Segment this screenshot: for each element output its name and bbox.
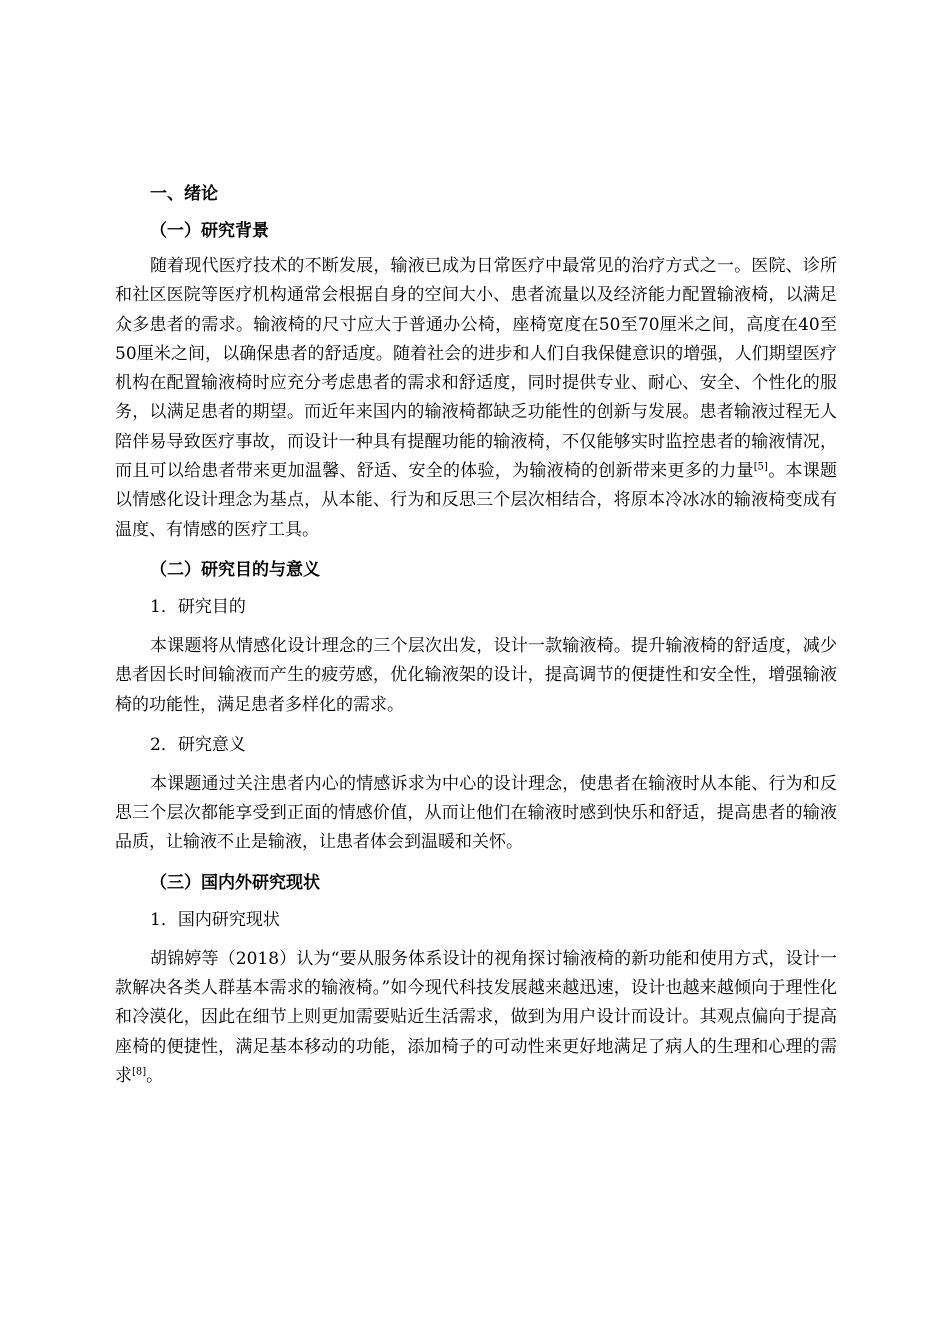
paragraph-background-text: 随着现代医疗技术的不断发展，输液已成为日常医疗中最常见的治疗方式之一。医院、诊所和社区医院等医疗机构通常会根据自身的空间大小、患者流量以及经济能力配置输液椅，以满足众多患者的需求。输液椅的尺寸应大于普通办公椅，座椅宽度在50至70厘米之间，高度在40至50厘米之间，以确保患者的舒适度。随着社会的进步和人们自我保健意识的增强，人们期望医疗机构在配置输液椅时应充分考虑患者的需求和舒适度，同时提供专业、耐心、安全、个性化的服务，以满足患者的期望。而近年来国内的输液椅都缺乏功能性的创新与发展。患者输液过程无人陪伴易导致医疗事故，而设计一种具有提醒功能的输液椅，不仅能够实时监控患者的输液情况，而且可以给患者带来更加温馨、舒适、安全的体验，为输液椅的创新带来更多的力量: [115, 256, 837, 482]
citation-8: [8]: [132, 1066, 147, 1078]
subsection-title-research-status: （三）国内外研究现状: [150, 872, 320, 893]
paragraph-background: [115, 252, 837, 545]
citation-5: [5]: [753, 461, 768, 473]
document-body: [115, 178, 837, 1100]
paragraph-significance: 本课题通过关注患者内心的情感诉求为中心的设计理念，使患者在输液时从本能、行为和反思三个层次都能享受到正面的情感价值，从而让他们在输液时感到快乐和舒适，提高患者的输液品质，让输液不止是输液，让患者体会到温暖和关怀。: [115, 773, 837, 853]
subsection-title-background: （一）研究背景: [150, 221, 269, 241]
paragraph-purpose: 本课题将从情感化设计理念的三个层次出发，设计一款输液椅。提升输液椅的舒适度，减少患者因长时间输液而产生的疲劳感，优化输液架的设计，提高调节的便捷性和安全性，增强输液椅的功能性，满足患者多样化的需求。: [115, 635, 837, 715]
section-title: 一、绪论: [150, 184, 218, 204]
paragraph-domestic-status: [115, 945, 837, 1091]
item-title-purpose: 1．研究目的: [150, 596, 246, 617]
item-title-significance: 2．研究意义: [150, 734, 246, 755]
paragraph-background-tail: 。本课题以情感化设计理念为基点，从本能、行为和反思三个层次相结合，将原本冷冰冰的输液椅变成有温度、有情感的医疗工具。: [115, 461, 838, 540]
paragraph-domestic-status-tail: 。: [146, 1065, 164, 1086]
item-title-domestic-status: 1．国内研究现状: [150, 909, 280, 930]
paragraph-domestic-status-text: 胡锦婷等（2018）认为“要从服务体系设计的视角探讨输液椅的新功能和使用方式，设计一款解决各类人群基本需求的输液椅。”如今现代科技发展越来越迅速，设计也越来越倾向于理性化和冷漠化，因此在细节上则更加需要贴近生活需求，做到为用户设计而设计。其观点偏向于提高座椅的便捷性，满足基本移动的功能，添加椅子的可动性来更好地满足了病人的生理和心理的需求: [115, 948, 837, 1086]
subsection-title-purpose-significance: （二）研究目的与意义: [150, 559, 320, 580]
